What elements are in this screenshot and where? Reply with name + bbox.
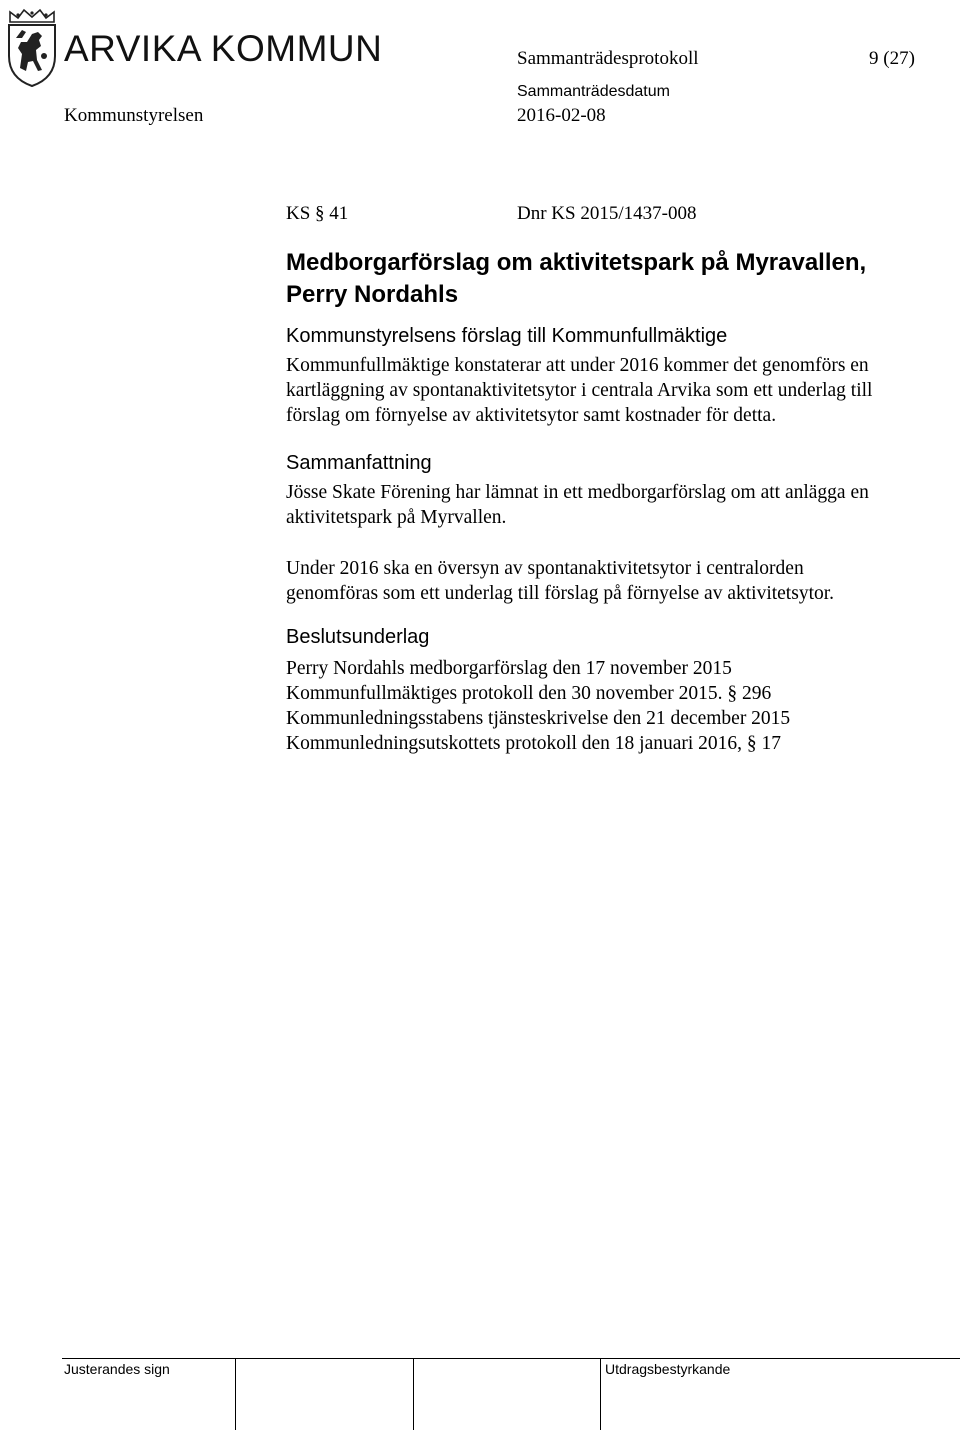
basis-list [286, 656, 790, 756]
list-item: Perry Nordahls medborgarförslag den 17 november 2015 [286, 658, 732, 679]
logo-wordmark: ARVIKA KOMMUN [64, 28, 383, 69]
proposal-heading: Kommunstyrelsens förslag till Kommunfullmäktige [286, 325, 728, 347]
basis-heading: Beslutsunderlag [286, 626, 430, 648]
text-line: kartläggning av spontanaktivitetsytor i centrala Arvika som ett underlag till [286, 380, 873, 401]
summary-paragraph-2 [286, 556, 834, 606]
doc-type: Sammanträdesprotokoll [517, 48, 699, 69]
summary-heading: Sammanfattning [286, 452, 432, 474]
text-line: förslag om förnyelse av aktivitetsytor samt kostnader för detta. [286, 405, 777, 426]
sign-label: Justerandes sign [64, 1361, 170, 1377]
proposal-text [286, 353, 872, 428]
coat-of-arms-icon [6, 8, 58, 88]
case-paragraph: KS § 41 [286, 203, 349, 224]
text-line: Kommunfullmäktige konstaterar att under 2016 kommer det genomförs en [286, 355, 869, 376]
text-line: Jösse Skate Förening har lämnat in ett medborgarförslag om att anlägga en [286, 482, 869, 503]
date-label: Sammanträdesdatum [517, 83, 670, 100]
summary-paragraph-1 [286, 480, 869, 530]
footer-divider [600, 1358, 601, 1430]
text-line: genomföras som ett underlag till förslag på förnyelse av aktivitetsytor. [286, 583, 835, 604]
meeting-date: 2016-02-08 [517, 105, 606, 126]
organ-name: Kommunstyrelsen [64, 105, 204, 126]
footer-rule [62, 1358, 960, 1359]
text-line: Under 2016 ska en översyn av spontanaktivitetsytor i centralorden [286, 558, 804, 579]
page-title [286, 247, 866, 311]
page-title-line: Perry Nordahls [286, 281, 459, 308]
text-line: aktivitetspark på Myrvallen. [286, 507, 507, 528]
footer-divider [413, 1358, 414, 1430]
extract-label: Utdragsbestyrkande [605, 1361, 731, 1377]
list-item: Kommunledningsstabens tjänsteskrivelse den 21 december 2015 [286, 708, 791, 729]
case-dnr: Dnr KS 2015/1437-008 [517, 203, 697, 224]
list-item: Kommunledningsutskottets protokoll den 18 januari 2016, § 17 [286, 733, 782, 754]
list-item: Kommunfullmäktiges protokoll den 30 november 2015. § 296 [286, 683, 772, 704]
page-title-line: Medborgarförslag om aktivitetspark på Myravallen, [286, 249, 867, 276]
page-number: 9 (27) [869, 48, 915, 69]
footer-divider [235, 1358, 236, 1430]
